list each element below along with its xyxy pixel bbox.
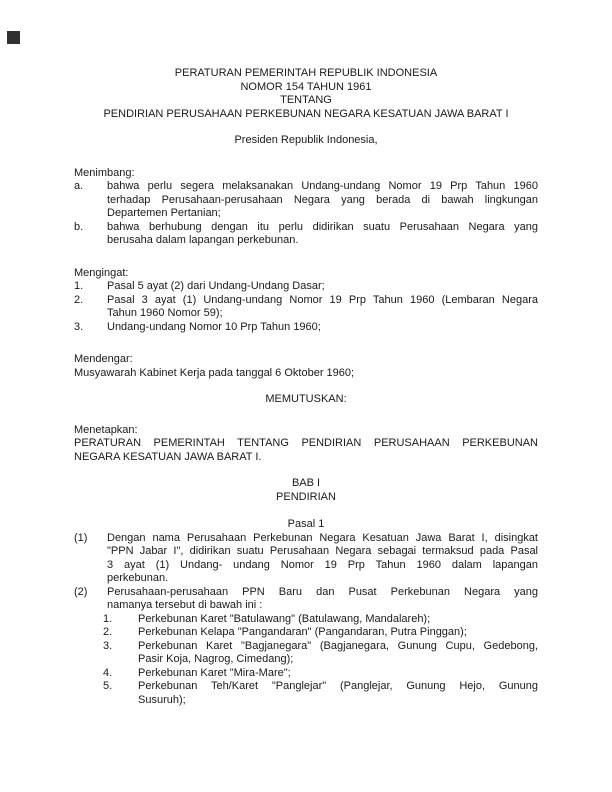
text-line: "PPN Jabar I", didirikan suatu Perusahaan Negara sebagai termaksud pada Pasal <box>107 545 538 557</box>
plantation-item-1 <box>103 613 538 627</box>
pasal-item-1 <box>74 532 538 586</box>
list-text <box>138 613 538 627</box>
bab-heading <box>74 477 538 504</box>
text-line: Pasal 5 ayat (2) dari Undang-Undang Dasar; <box>107 280 325 292</box>
list-text <box>107 221 538 248</box>
text-line: Perkebunan Karet "Mira-Mare"; <box>138 666 291 679</box>
plantation-item-4 <box>103 667 538 681</box>
list-text <box>138 640 538 667</box>
list-marker: 5. <box>103 680 113 692</box>
list-marker: 2. <box>74 293 84 306</box>
bab-title: PENDIRIAN <box>276 490 336 503</box>
list-marker: a. <box>74 180 84 192</box>
text-line: 3 ayat (1) Undang- undang Nomor 19 Prp Tahun 1960 dalam lapangan <box>107 558 538 571</box>
pasal-item-2 <box>74 586 538 613</box>
memutuskan-heading: MEMUTUSKAN: <box>265 393 347 405</box>
list-marker: 3. <box>103 639 113 652</box>
plantation-item-5 <box>103 680 538 707</box>
mendengar-text: Musyawarah Kabinet Kerja pada tanggal 6 Oktober 1960; <box>74 366 355 379</box>
title-line-3: TENTANG <box>280 94 332 106</box>
text-line: Undang-undang Nomor 10 Prp Tahun 1960; <box>107 320 321 333</box>
text-line: Pasir Koja, Nagrog, Cimedang); <box>138 653 294 665</box>
text-line: namanya tersebut di bawah ini : <box>107 599 263 611</box>
text-line: Pasal 3 ayat (1) Undang-undang Nomor 19 Prp Tahun 1960 (Lembaran Negara <box>107 293 538 306</box>
document-title <box>74 67 538 121</box>
scan-artifact <box>7 31 20 44</box>
list-text <box>107 586 538 613</box>
text-line: Perusahaan-perusahaan PPN Baru dan Pusat Perkebunan Negara yang <box>107 585 538 598</box>
text-line: Perkebunan Karet "Batulawang" (Batulawang, Mandalareh); <box>138 612 431 625</box>
list-marker: 1. <box>103 612 113 625</box>
text-line: Perkebunan Kelapa "Pangandaran" (Pangandaran, Putra Pinggan); <box>138 626 467 638</box>
list-marker: (1) <box>74 531 88 544</box>
mengingat-item-3 <box>74 321 538 335</box>
menimbang-label: Menimbang: <box>74 166 135 179</box>
text-line: bahwa berhubung dengan itu perlu didirikan suatu Perusahaan Negara yang <box>107 220 538 233</box>
list-marker: 3. <box>74 320 84 333</box>
pasal-title: Pasal 1 <box>287 518 325 530</box>
mengingat-item-2 <box>74 294 538 321</box>
text-line: NEGARA KESATUAN JAWA BARAT I. <box>74 450 262 463</box>
bab-number: BAB I <box>291 477 321 489</box>
mendengar-label: Mendengar: <box>74 353 133 365</box>
menetapkan-label: Menetapkan: <box>74 423 138 436</box>
title-line-1: PERATURAN PEMERINTAH REPUBLIK INDONESIA <box>174 67 438 79</box>
issuer-line: Presiden Republik Indonesia, <box>234 134 378 146</box>
plantation-item-3 <box>103 640 538 667</box>
menimbang-item-b <box>74 221 538 248</box>
list-text <box>107 294 538 321</box>
list-text <box>107 321 538 335</box>
title-line-2: NOMOR 154 TAHUN 1961 <box>240 80 372 93</box>
text-line: Tahun 1960 Nomor 59); <box>107 307 223 319</box>
list-text <box>107 180 538 221</box>
title-line-4: PENDIRIAN PERUSAHAAN PERKEBUNAN NEGARA KESATUAN JAWA BARAT I <box>103 107 509 120</box>
text-line: Perkebunan Teh/Karet "Panglejar" (Panglejar, Gunung Hejo, Gunung <box>138 680 538 692</box>
text-line: Perkebunan Karet "Bagjanegara" (Bagjanegara, Gunung Cupu, Gedebong, <box>138 639 538 652</box>
text-line: berusaha dalam lapangan perkebunan. <box>107 234 299 246</box>
list-marker: 1. <box>74 280 84 292</box>
menetapkan-text <box>74 437 538 464</box>
list-text <box>107 532 538 586</box>
list-text <box>138 680 538 707</box>
list-text <box>138 667 538 681</box>
list-marker: 4. <box>103 666 113 679</box>
list-marker: 2. <box>103 626 113 638</box>
mengingat-label: Mengingat: <box>74 266 129 279</box>
text-line: terhadap Perusahaan-perusahaan Negara yang berada di bawah lingkungan <box>107 193 538 206</box>
text-line: Dengan nama Perusahaan Perkebunan Negara Kesatuan Jawa Barat I, disingkat <box>107 531 538 544</box>
document-content <box>74 67 538 707</box>
list-text <box>107 280 538 294</box>
text-line: PERATURAN PEMERINTAH TENTANG PENDIRIAN PERUSAHAAN PERKEBUNAN <box>74 437 538 449</box>
text-line: Departemen Pertanian; <box>107 207 221 219</box>
list-marker: (2) <box>74 585 88 598</box>
list-text <box>138 626 538 640</box>
menimbang-item-a <box>74 180 538 221</box>
text-line: bahwa perlu segera melaksanakan Undang-undang Nomor 19 Prp Tahun 1960 <box>107 180 538 192</box>
plantation-item-2 <box>103 626 538 640</box>
list-marker: b. <box>74 220 84 233</box>
text-line: perkebunan. <box>107 572 169 584</box>
text-line: Susuruh); <box>138 693 186 706</box>
mengingat-item-1 <box>74 280 538 294</box>
